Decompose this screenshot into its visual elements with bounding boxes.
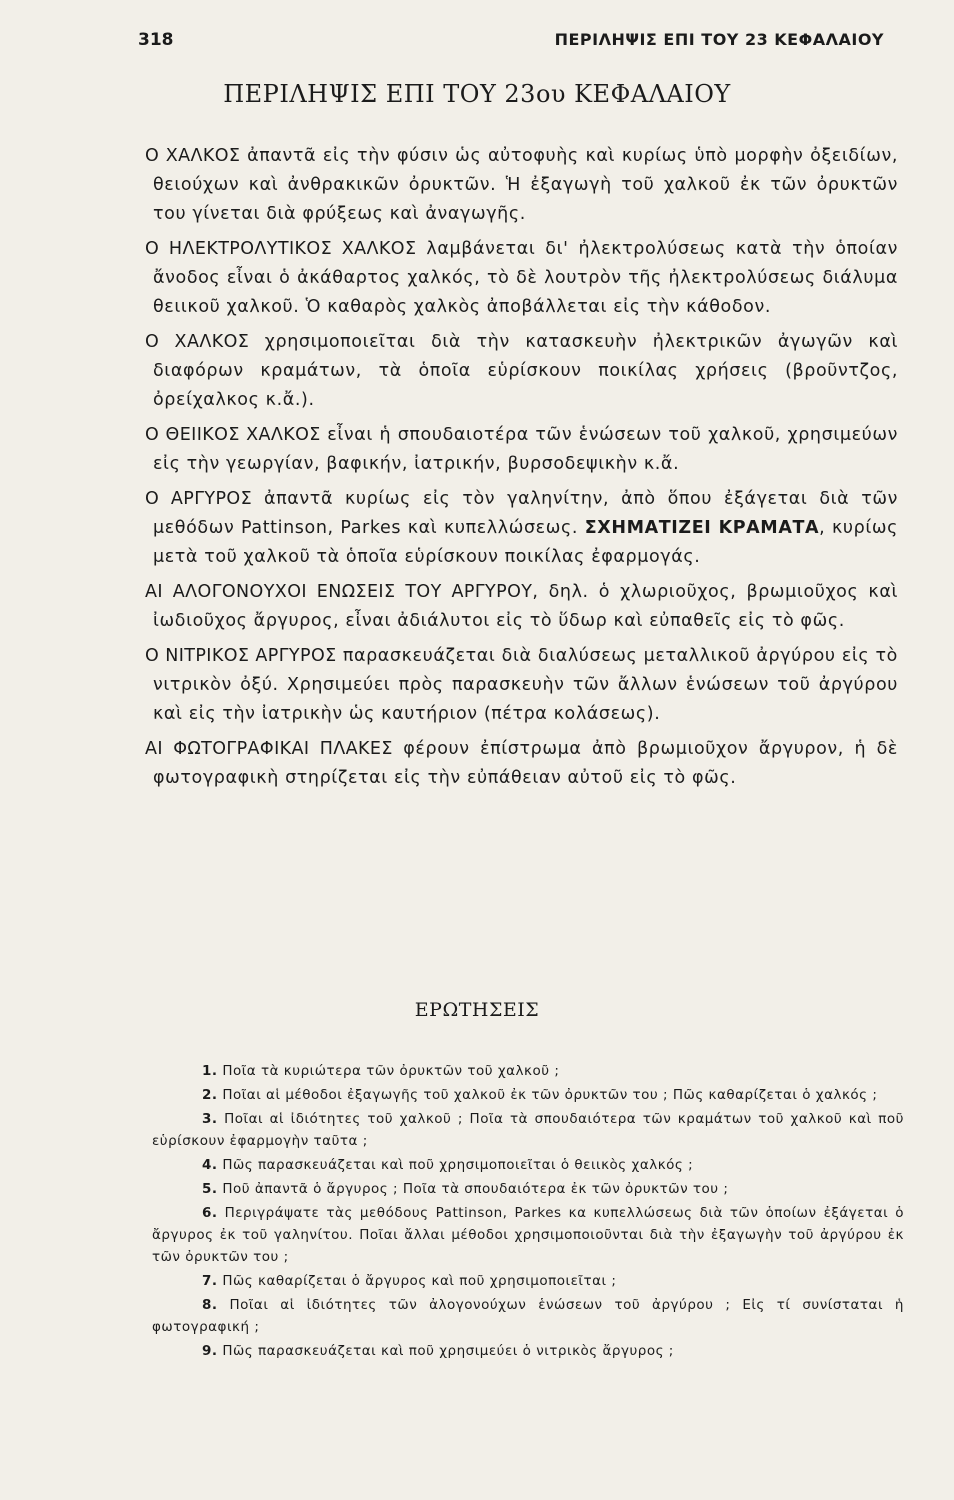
- question-number: 9.: [202, 1343, 218, 1359]
- paragraph-lead: ΑΙ ΑΛΟΓΟΝΟΥΧΟΙ ΕΝΩΣΕΙΣ ΤΟΥ ΑΡΓΥΡΟΥ: [145, 582, 533, 602]
- summary-paragraph: [145, 235, 898, 322]
- paragraph-text: εἶναι ἡ σπουδαιοτέρα τῶν ἑνώσεων τοῦ χαλκοῦ, χρησιμεύων εἰς τὴν γεωργίαν, βαφικήν, ἰατρικήν, βυρσοδεψικὴν κ.ἄ.: [153, 425, 898, 474]
- paragraph-lead: Ο ΧΑΛΚΟΣ: [145, 332, 250, 352]
- question-item: [152, 1270, 904, 1292]
- summary-paragraph: [145, 421, 898, 479]
- question-text: Ποῖαι αἱ ἰδιότητες τοῦ χαλκοῦ ; Ποῖα τὰ σπουδαιότερα τῶν κραμάτων τοῦ χαλκοῦ καὶ ποῦ εὑρίσκουν ἐφαρμογὴν ταῦτα ;: [152, 1111, 904, 1149]
- question-number: 3.: [202, 1111, 218, 1127]
- paragraph-text: λαμβάνεται δι' ἠλεκτρολύσεως κατὰ τὴν ὁποίαν ἄνοδος εἶναι ὁ ἀκάθαρτος χαλκός, τὸ δὲ λουτρὸν τῆς ἠλεκτρολύσεως διάλυμα θειικοῦ χαλκοῦ. Ὁ καθαρὸς χαλκὸς ἀποβάλλεται εἰς τὴν κάθοδον.: [153, 239, 899, 317]
- running-header-title: ΠΕΡΙΛΗΨΙΣ ΕΠΙ ΤΟΥ 23 ΚΕΦΑΛΑΙΟΥ: [554, 30, 884, 49]
- paragraph-text: ἀπαντᾶ εἰς τὴν φύσιν ὡς αὐτοφυὴς καὶ κυρίως ὑπὸ μορφὴν ὀξειδίων, θειούχων καὶ ἀνθρακικῶν ὀρυκτῶν. Ἡ ἐξαγωγὴ τοῦ χαλκοῦ ἐκ τῶν ὀρυκτῶν του γίνεται διὰ φρύξεως καὶ ἀναγωγῆς.: [153, 146, 898, 224]
- question-number: 4.: [202, 1157, 218, 1173]
- paragraph-text: , δηλ. ὁ χλωριοῦχος, βρωμιοῦχος καὶ ἰωδιοῦχος ἄργυρος, εἶναι ἀδιάλυτοι εἰς τὸ ὕδωρ καὶ εὐπαθεῖς εἰς τὸ φῶς.: [153, 582, 899, 631]
- summary-paragraph: [145, 642, 898, 729]
- summary-paragraph: [145, 328, 898, 415]
- question-item: [152, 1202, 904, 1268]
- question-text: Ποῦ ἀπαντᾶ ὁ ἄργυρος ; Ποῖα τὰ σπουδαιότερα ἐκ τῶν ὀρυκτῶν του ;: [217, 1181, 729, 1197]
- question-number: 8.: [202, 1297, 218, 1313]
- paragraph-lead: Ο ΑΡΓΥΡΟΣ: [145, 489, 253, 509]
- question-item: [152, 1154, 904, 1176]
- question-item: [152, 1178, 904, 1200]
- question-item: [152, 1294, 904, 1338]
- question-item: [152, 1108, 904, 1152]
- question-number: 7.: [202, 1273, 218, 1289]
- question-text: Ποῖαι αἱ μέθοδοι ἐξαγωγῆς τοῦ χαλκοῦ ἐκ τῶν ὀρυκτῶν του ; Πῶς καθαρίζεται ὁ χαλκός ;: [217, 1087, 878, 1103]
- page-number: 318: [138, 30, 174, 50]
- running-head: [138, 30, 884, 54]
- question-number: 2.: [202, 1087, 218, 1103]
- question-item: [152, 1084, 904, 1106]
- questions-list: [152, 1060, 904, 1364]
- paragraph-emphasis: ΣΧΗΜΑΤΙΖΕΙ ΚΡΑΜΑΤΑ: [584, 518, 820, 538]
- summary-paragraph: [145, 485, 898, 572]
- paragraph-lead: Ο ΧΑΛΚΟΣ: [145, 146, 241, 166]
- question-item: [152, 1340, 904, 1362]
- paragraph-lead: Ο ΘΕΙΙΚΟΣ ΧΑΛΚΟΣ: [145, 425, 321, 445]
- questions-title: ΕΡΩΤΗΣΕΙΣ: [414, 999, 540, 1021]
- paragraph-text: ἀπαντᾶ κυρίως εἰς τὸν γαληνίτην, ἀπὸ ὅπου ἐξάγεται διὰ τῶν μεθόδων Pattinson, Parkes καὶ κυπελλώσεως.: [153, 489, 898, 538]
- paragraph-text: φέρουν ἐπίστρωμα ἀπὸ βρωμιοῦχον ἄργυρον, ἡ δὲ φωτογραφικὴ στηρίζεται εἰς τὴν εὐπάθειαν αὐτοῦ εἰς τὸ φῶς.: [153, 739, 898, 788]
- summary-section: [145, 142, 898, 799]
- paragraph-tail: , κυρίως μετὰ τοῦ χαλκοῦ τὰ ὁποῖα εὑρίσκουν ποικίλας ἐφαρμογάς.: [153, 518, 898, 567]
- question-text: Ποῖα τὰ κυριώτερα τῶν ὀρυκτῶν τοῦ χαλκοῦ ;: [217, 1063, 560, 1079]
- chapter-title: ΠΕΡΙΛΗΨΙΣ ΕΠΙ ΤΟΥ 23ου ΚΕΦΑΛΑΙΟΥ: [223, 80, 731, 108]
- paragraph-lead: ΑΙ ΦΩΤΟΓΡΑΦΙΚΑΙ ΠΛΑΚΕΣ: [145, 739, 393, 759]
- question-number: 5.: [202, 1181, 218, 1197]
- paragraph-lead: Ο ΗΛΕΚΤΡΟΛΥΤΙΚΟΣ ΧΑΛΚΟΣ: [145, 239, 417, 259]
- paragraph-text: χρησιμοποιεῖται διὰ τὴν κατασκευὴν ἠλεκτρικῶν ἀγωγῶν καὶ διαφόρων κραμάτων, τὰ ὁποῖα εὑρίσκουν ποικίλας χρήσεις (βροῦντζος, ὀρείχαλκος κ.ἄ.).: [153, 332, 898, 410]
- question-text: Πῶς καθαρίζεται ὁ ἄργυρος καὶ ποῦ χρησιμοποιεῖται ;: [217, 1273, 617, 1289]
- question-text: Περιγράψατε τὰς μεθόδους Pattinson, Parkes κα κυπελλώσεως διὰ τῶν ὁποίων ἐξάγεται ὁ ἄργυρος ἐκ τοῦ γαληνίτου. Ποῖαι ἄλλαι μέθοδοι χρησιμοποιοῦνται διὰ τὴν ἐξαγωγὴν τοῦ ἀργύρου ἐκ τῶν ὀρυκτῶν του ;: [152, 1205, 904, 1265]
- question-text: Ποῖαι αἱ ἰδιότητες τῶν ἀλογονούχων ἑνώσεων τοῦ ἀργύρου ; Εἰς τί συνίσταται ἡ φωτογραφική ;: [152, 1297, 904, 1335]
- question-text: Πῶς παρασκευάζεται καὶ ποῦ χρησιμεύει ὁ νιτρικὸς ἄργυρος ;: [217, 1343, 674, 1359]
- question-item: [152, 1060, 904, 1082]
- summary-paragraph: [145, 578, 898, 636]
- question-number: 1.: [202, 1063, 218, 1079]
- question-text: Πῶς παρασκευάζεται καὶ ποῦ χρησιμοποιεῖται ὁ θειικὸς χαλκός ;: [217, 1157, 694, 1173]
- question-number: 6.: [202, 1205, 218, 1221]
- paragraph-text: παρασκευάζεται διὰ διαλύσεως μεταλλικοῦ ἀργύρου εἰς τὸ νιτρικὸν ὀξύ. Χρησιμεύει πρὸς παρασκευὴν τῶν ἄλλων ἑνώσεων τοῦ ἀργύρου καὶ εἰς τὴν ἰατρικὴν ὡς καυτήριον (πέτρα κολάσεως).: [153, 646, 898, 724]
- paragraph-lead: Ο ΝΙΤΡΙΚΟΣ ΑΡΓΥΡΟΣ: [145, 646, 337, 666]
- summary-paragraph: [145, 735, 898, 793]
- summary-paragraph: [145, 142, 898, 229]
